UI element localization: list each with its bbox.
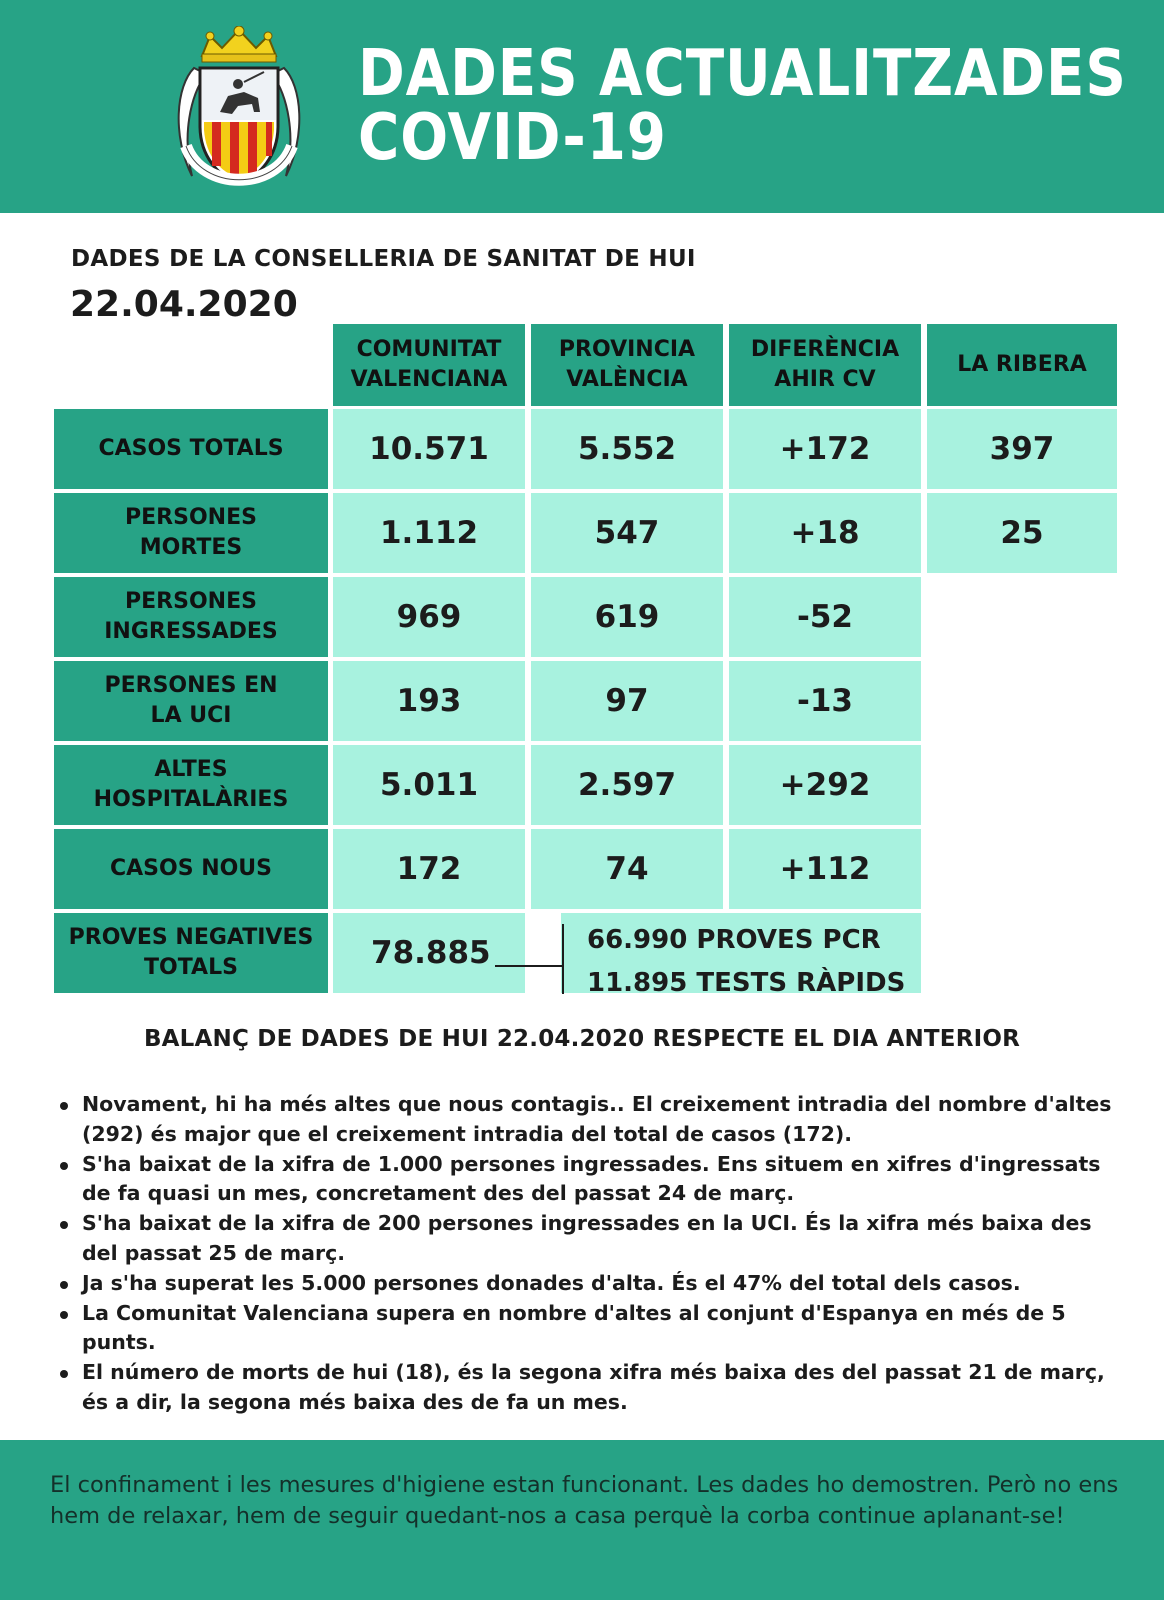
- footer-message: El confinament i les mesures d'higiene estan funcionant. Les dades ho demostren. Però no ens hem de relaxar, hem de seguir quedant-nos a casa perquè la corba continue aplanant-se!: [50, 1472, 1119, 1529]
- column-header: COMUNITAT VALENCIANA: [333, 324, 525, 406]
- row-header: ALTES HOSPITALÀRIES: [54, 745, 328, 825]
- bullet-dot-icon: [60, 1370, 68, 1378]
- report-date: 22.04.2020: [70, 284, 298, 325]
- column-header: LA RIBERA: [927, 324, 1117, 406]
- title-line-2: COVID-19: [358, 101, 667, 175]
- table-cell: 2.597: [531, 745, 723, 825]
- town-crest-logo: [172, 26, 306, 194]
- row-header: CASOS TOTALS: [54, 409, 328, 489]
- list-item-text: Ja s'ha superat les 5.000 persones donades d'alta. És el 47% del total dels casos.: [82, 1270, 1021, 1295]
- list-item-text: S'ha baixat de la xifra de 200 persones ingressades en la UCI. És la xifra més baixa des del passat 25 de març.: [82, 1211, 1092, 1265]
- page-title: [358, 37, 1127, 175]
- table-cell: 1.112: [333, 493, 525, 573]
- table-cell: 172: [333, 829, 525, 909]
- bullet-dot-icon: [60, 1281, 68, 1289]
- table-cell: 619: [531, 577, 723, 657]
- list-item-text: Novament, hi ha més altes que nous contagis.. El creixement intradia del nombre d'altes (292) és major que el creixement intradia del total de casos (172).: [82, 1092, 1112, 1146]
- list-item-text: La Comunitat Valenciana supera en nombre d'altes al conjunt d'Espanya en més de 5 punts.: [82, 1300, 1066, 1355]
- row-header: PROVES NEGATIVES TOTALS: [54, 913, 328, 993]
- list-item: [54, 1090, 1116, 1150]
- table-cell: 547: [531, 493, 723, 573]
- table-cell: 10.571: [333, 409, 525, 489]
- table-cell: 5.011: [333, 745, 525, 825]
- row-header: PERSONES INGRESSADES: [54, 577, 328, 657]
- row-header: CASOS NOUS: [54, 829, 328, 909]
- pcr-tests-text: 66.990 PROVES PCR: [587, 925, 881, 955]
- list-item: [54, 1299, 1116, 1359]
- source-subtitle: DADES DE LA CONSELLERIA DE SANITAT DE HUI: [71, 246, 696, 272]
- table-cell: +112: [729, 829, 921, 909]
- balance-title: BALANÇ DE DADES DE HUI 22.04.2020 RESPECTE EL DIA ANTERIOR: [143, 1026, 1021, 1052]
- table-cell: +18: [729, 493, 921, 573]
- row-header: PERSONES EN LA UCI: [54, 661, 328, 741]
- table-cell: 969: [333, 577, 525, 657]
- table-cell: 97: [531, 661, 723, 741]
- list-item-text: S'ha baixat de la xifra de 1.000 persones ingressades. Ens situem en xifres d'ingressats de fa quasi un mes, concretament des del passat 24 de març.: [82, 1151, 1101, 1206]
- rapid-tests-text: 11.895 TESTS RÀPIDS: [587, 968, 906, 998]
- table-cell: 25: [927, 493, 1117, 573]
- table-cell: 5.552: [531, 409, 723, 489]
- column-header: PROVINCIA VALÈNCIA: [531, 324, 723, 406]
- table-cell: 193: [333, 661, 525, 741]
- connector-line: [495, 965, 563, 967]
- bullet-dot-icon: [60, 1311, 68, 1319]
- bullet-dot-icon: [60, 1102, 68, 1110]
- balance-list: [54, 1090, 1116, 1418]
- list-item: [54, 1358, 1116, 1418]
- footer-banner: [0, 1440, 1164, 1600]
- row-header: PERSONES MORTES: [54, 493, 328, 573]
- table-cell: [333, 913, 525, 993]
- bracket-line: [562, 924, 564, 994]
- list-item: [54, 1150, 1116, 1210]
- table-cell: -13: [729, 661, 921, 741]
- title-line-1: DADES ACTUALITZADES: [358, 37, 1127, 111]
- list-item-text: El número de morts de hui (18), és la segona xifra més baixa des del passat 21 de març, és a dir, la segona més baixa des de fa un mes.: [82, 1360, 1105, 1414]
- header-banner: [0, 0, 1164, 213]
- negatives-total-value: 78.885: [371, 935, 491, 971]
- table-cell: 397: [927, 409, 1117, 489]
- table-cell: +172: [729, 409, 921, 489]
- table-cell: 74: [531, 829, 723, 909]
- list-item: [54, 1269, 1116, 1299]
- table-cell: +292: [729, 745, 921, 825]
- list-item: [54, 1209, 1116, 1269]
- bullet-dot-icon: [60, 1162, 68, 1170]
- column-header: DIFERÈNCIA AHIR CV: [729, 324, 921, 406]
- table-cell: -52: [729, 577, 921, 657]
- bullet-dot-icon: [60, 1221, 68, 1229]
